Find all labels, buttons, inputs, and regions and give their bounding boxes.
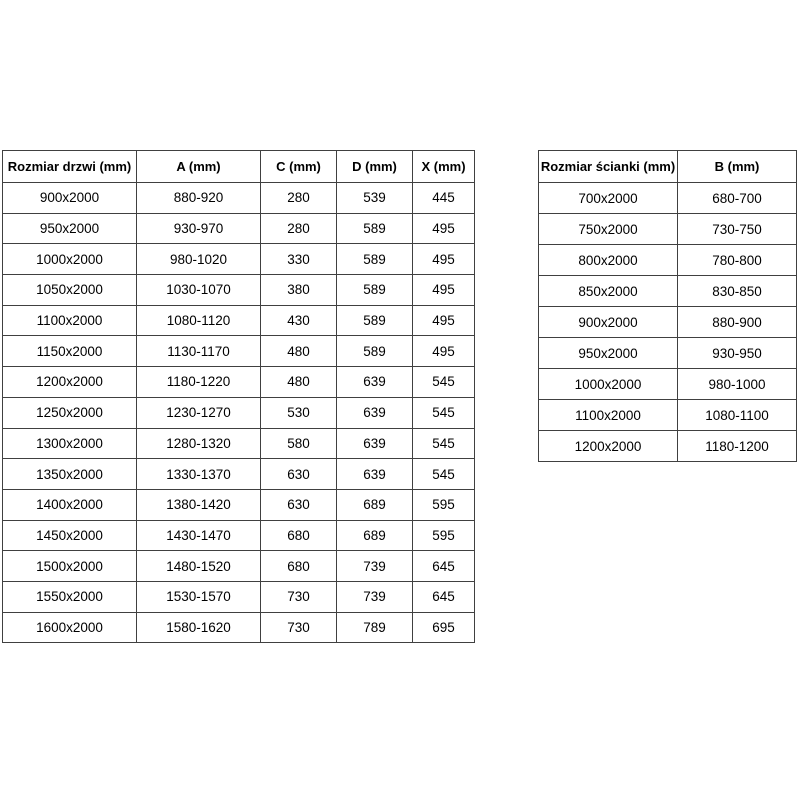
table-row <box>3 244 475 275</box>
table-cell: 545 <box>413 367 475 398</box>
table-cell: 1100x2000 <box>539 400 678 431</box>
table-row <box>539 245 797 276</box>
column-header: D (mm) <box>337 151 413 183</box>
table-cell: 1280-1320 <box>137 428 261 459</box>
table-cell: 495 <box>413 244 475 275</box>
table-cell: 1180-1200 <box>678 431 797 462</box>
header-row <box>539 151 797 183</box>
table-cell: 980-1000 <box>678 369 797 400</box>
table-cell: 580 <box>261 428 337 459</box>
table-cell: 1000x2000 <box>3 244 137 275</box>
column-header: Rozmiar ścianki (mm) <box>539 151 678 183</box>
table-cell: 1530-1570 <box>137 581 261 612</box>
table-cell: 689 <box>337 520 413 551</box>
table-row <box>539 276 797 307</box>
table-cell: 530 <box>261 397 337 428</box>
table-cell: 1400x2000 <box>3 489 137 520</box>
table-cell: 830-850 <box>678 276 797 307</box>
table-cell: 630 <box>261 459 337 490</box>
wall-table-body <box>539 183 797 462</box>
table-cell: 1330-1370 <box>137 459 261 490</box>
table-row <box>539 369 797 400</box>
table-cell: 280 <box>261 213 337 244</box>
table-cell: 645 <box>413 551 475 582</box>
door-table-body <box>3 183 475 643</box>
wall-dimensions-table <box>538 150 797 462</box>
table-cell: 1080-1100 <box>678 400 797 431</box>
table-cell: 1150x2000 <box>3 336 137 367</box>
table-cell: 980-1020 <box>137 244 261 275</box>
table-row <box>539 214 797 245</box>
table-cell: 695 <box>413 612 475 643</box>
table-cell: 1080-1120 <box>137 305 261 336</box>
table-cell: 930-970 <box>137 213 261 244</box>
table-row <box>3 305 475 336</box>
table-row <box>3 397 475 428</box>
column-header: B (mm) <box>678 151 797 183</box>
table-row <box>3 520 475 551</box>
table-cell: 880-920 <box>137 183 261 214</box>
table-cell: 689 <box>337 489 413 520</box>
table-cell: 639 <box>337 367 413 398</box>
table-cell: 1480-1520 <box>137 551 261 582</box>
table-cell: 739 <box>337 551 413 582</box>
table-cell: 700x2000 <box>539 183 678 214</box>
table-cell: 1430-1470 <box>137 520 261 551</box>
column-header: A (mm) <box>137 151 261 183</box>
table-cell: 1500x2000 <box>3 551 137 582</box>
table-cell: 639 <box>337 397 413 428</box>
table-cell: 1200x2000 <box>539 431 678 462</box>
header-row <box>3 151 475 183</box>
table-cell: 1050x2000 <box>3 275 137 306</box>
table-cell: 589 <box>337 213 413 244</box>
table-cell: 630 <box>261 489 337 520</box>
column-header: Rozmiar drzwi (mm) <box>3 151 137 183</box>
table-cell: 680 <box>261 520 337 551</box>
table-row <box>3 489 475 520</box>
table-cell: 850x2000 <box>539 276 678 307</box>
table-row <box>3 459 475 490</box>
table-cell: 680-700 <box>678 183 797 214</box>
table-cell: 800x2000 <box>539 245 678 276</box>
table-cell: 330 <box>261 244 337 275</box>
table-cell: 495 <box>413 305 475 336</box>
table-cell: 495 <box>413 275 475 306</box>
table-row <box>3 183 475 214</box>
table-cell: 1230-1270 <box>137 397 261 428</box>
table-cell: 645 <box>413 581 475 612</box>
table-cell: 589 <box>337 336 413 367</box>
table-cell: 930-950 <box>678 338 797 369</box>
wall-table-header <box>539 151 797 183</box>
table-row <box>539 307 797 338</box>
column-header: X (mm) <box>413 151 475 183</box>
table-cell: 1200x2000 <box>3 367 137 398</box>
table-cell: 495 <box>413 336 475 367</box>
table-cell: 445 <box>413 183 475 214</box>
table-row <box>539 431 797 462</box>
table-cell: 750x2000 <box>539 214 678 245</box>
table-cell: 1350x2000 <box>3 459 137 490</box>
table-cell: 545 <box>413 459 475 490</box>
table-cell: 545 <box>413 428 475 459</box>
table-cell: 730 <box>261 612 337 643</box>
table-cell: 950x2000 <box>3 213 137 244</box>
table-cell: 1600x2000 <box>3 612 137 643</box>
table-row <box>3 581 475 612</box>
table-row <box>3 275 475 306</box>
table-row <box>3 428 475 459</box>
table-cell: 1300x2000 <box>3 428 137 459</box>
table-cell: 1030-1070 <box>137 275 261 306</box>
table-cell: 789 <box>337 612 413 643</box>
table-cell: 589 <box>337 305 413 336</box>
table-cell: 1130-1170 <box>137 336 261 367</box>
table-cell: 680 <box>261 551 337 582</box>
table-cell: 639 <box>337 428 413 459</box>
table-cell: 1250x2000 <box>3 397 137 428</box>
column-header: C (mm) <box>261 151 337 183</box>
table-cell: 480 <box>261 336 337 367</box>
table-cell: 1180-1220 <box>137 367 261 398</box>
table-cell: 595 <box>413 489 475 520</box>
table-cell: 1580-1620 <box>137 612 261 643</box>
table-cell: 900x2000 <box>539 307 678 338</box>
table-cell: 480 <box>261 367 337 398</box>
door-dimensions-table <box>2 150 475 643</box>
table-row <box>3 367 475 398</box>
table-cell: 539 <box>337 183 413 214</box>
table-cell: 545 <box>413 397 475 428</box>
table-row <box>3 336 475 367</box>
table-cell: 780-800 <box>678 245 797 276</box>
table-cell: 730-750 <box>678 214 797 245</box>
table-cell: 1380-1420 <box>137 489 261 520</box>
table-row <box>3 612 475 643</box>
table-cell: 739 <box>337 581 413 612</box>
table-cell: 589 <box>337 275 413 306</box>
table-row <box>539 183 797 214</box>
table-cell: 430 <box>261 305 337 336</box>
table-row <box>539 338 797 369</box>
table-cell: 380 <box>261 275 337 306</box>
table-cell: 589 <box>337 244 413 275</box>
table-cell: 1000x2000 <box>539 369 678 400</box>
table-cell: 639 <box>337 459 413 490</box>
door-table-header <box>3 151 475 183</box>
table-cell: 280 <box>261 183 337 214</box>
table-row <box>3 551 475 582</box>
table-row <box>539 400 797 431</box>
table-cell: 1450x2000 <box>3 520 137 551</box>
table-cell: 950x2000 <box>539 338 678 369</box>
table-cell: 495 <box>413 213 475 244</box>
table-cell: 900x2000 <box>3 183 137 214</box>
table-cell: 1550x2000 <box>3 581 137 612</box>
table-cell: 1100x2000 <box>3 305 137 336</box>
table-cell: 595 <box>413 520 475 551</box>
table-row <box>3 213 475 244</box>
table-cell: 730 <box>261 581 337 612</box>
table-cell: 880-900 <box>678 307 797 338</box>
